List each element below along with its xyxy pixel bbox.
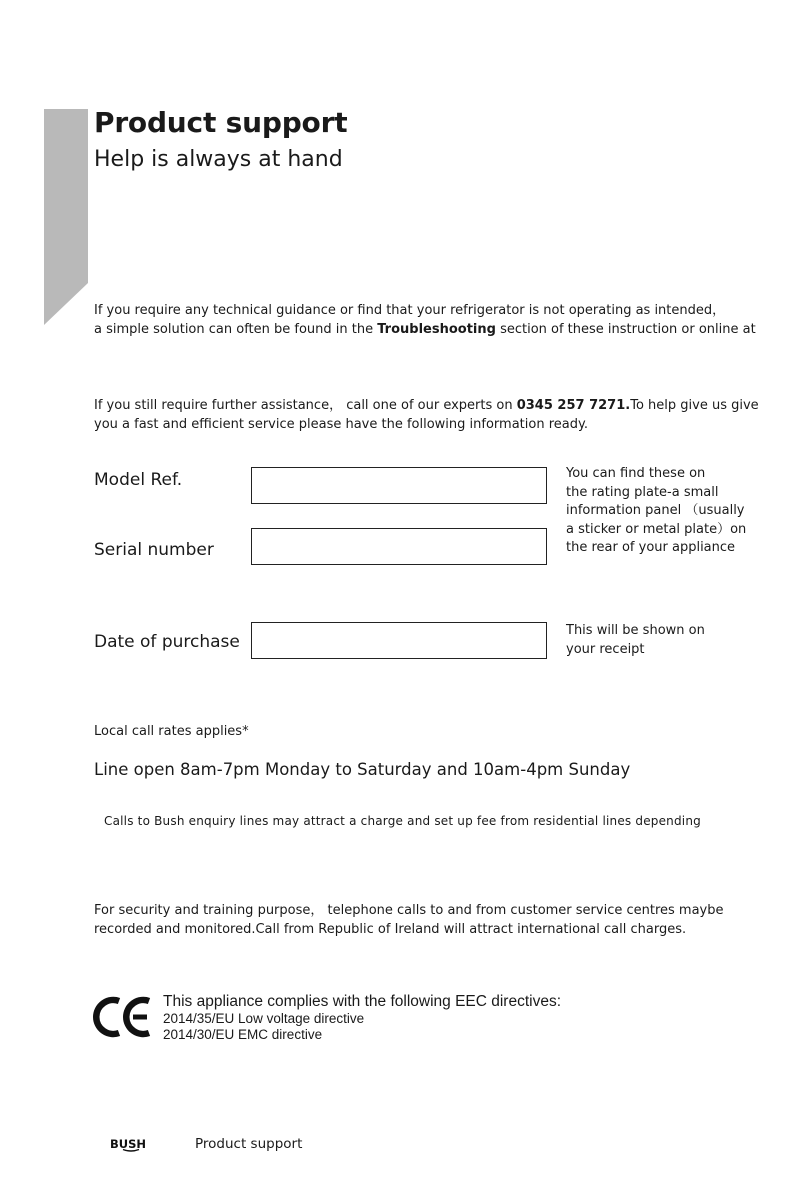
bush-logo <box>110 1136 150 1152</box>
rating-plate-note <box>566 465 746 558</box>
phone-number: 0345 257 7271. <box>516 398 631 413</box>
intro-text-end: section of these instruction or online at <box>495 322 756 337</box>
date-of-purchase-field[interactable] <box>251 622 547 659</box>
security-paragraph <box>94 901 774 939</box>
security-line-1: For security and training purpose， telephone calls to and from customer service centres maybe <box>94 903 724 918</box>
receipt-note <box>566 622 705 659</box>
compliance-statement <box>163 993 561 1043</box>
troubleshooting-emphasis: Troubleshooting <box>377 322 496 337</box>
directive-emc: 2014/30/EU EMC directive <box>163 1027 323 1042</box>
page-title: Product support <box>94 106 348 139</box>
note-line: your receipt <box>566 641 645 657</box>
directive-low-voltage: 2014/35/EU Low voltage directive <box>163 1011 365 1026</box>
note-line: the rating plate-a small <box>566 484 719 500</box>
side-tab-decoration <box>44 109 88 325</box>
model-ref-label: Model Ref. <box>94 470 183 490</box>
note-line: a sticker or metal plate）on <box>566 521 747 537</box>
intro-line-2 <box>94 320 774 339</box>
note-line: information panel （usually <box>566 503 745 518</box>
note-line: This will be shown on <box>566 623 705 638</box>
intro-text: a simple solution can often be found in the <box>94 322 378 337</box>
intro-line-1: If you require any technical guidance or find that your refrigerator is not operating as intended， <box>94 303 726 318</box>
opening-hours: Line open 8am-7pm Monday to Saturday and 10am-4pm Sunday <box>94 760 631 779</box>
charge-notice: Calls to Bush enquiry lines may attract a charge and set up fee from residential lines depending <box>104 814 701 828</box>
ce-mark-icon <box>93 994 155 1040</box>
call-rates-text: Local call rates applies* <box>94 724 249 739</box>
date-of-purchase-label: Date of purchase <box>94 632 240 652</box>
svg-text:BUSH: BUSH <box>110 1137 147 1151</box>
compliance-heading: This appliance complies with the following EEC directives: <box>163 993 562 1010</box>
security-line-2: recorded and monitored.Call from Republic of Ireland will attract international call charges. <box>94 922 687 937</box>
assistance-text: If you still require further assistance， call one of our experts on <box>94 398 517 413</box>
serial-number-label: Serial number <box>94 540 214 560</box>
intro-paragraph <box>94 301 774 339</box>
note-line: the rear of your appliance <box>566 540 736 555</box>
assistance-text-end: To help give us give <box>630 398 759 413</box>
page-subtitle: Help is always at hand <box>94 147 343 172</box>
note-line: You can find these on <box>566 466 706 481</box>
serial-number-field[interactable] <box>251 528 547 565</box>
model-ref-field[interactable] <box>251 467 547 504</box>
footer-label: Product support <box>195 1136 303 1152</box>
assistance-paragraph <box>94 396 774 434</box>
assistance-line-1 <box>94 396 774 415</box>
assistance-line-2: you a fast and efficient service please have the following information ready. <box>94 417 588 432</box>
